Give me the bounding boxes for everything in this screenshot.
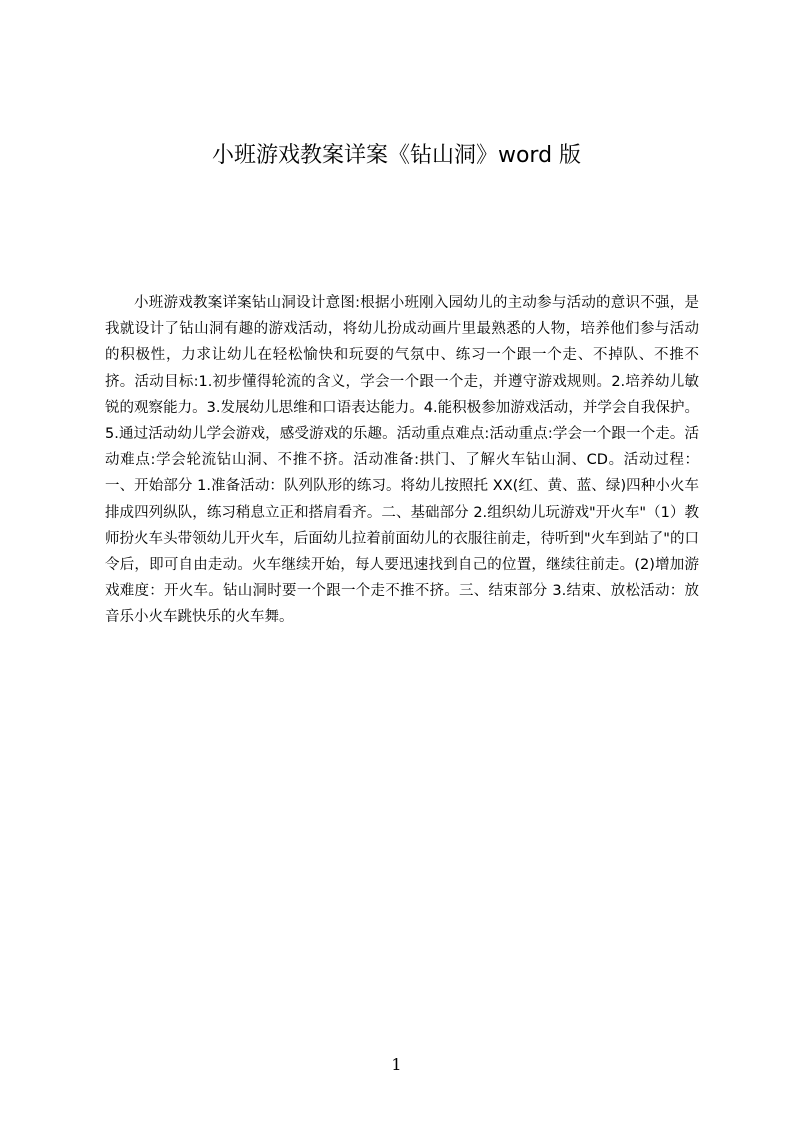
document-body-paragraph: 小班游戏教案详案钻山洞设计意图:根据小班刚入园幼儿的主动参与活动的意识不强，是我就设计了钻山洞有趣的游戏活动，将幼儿扮成动画片里最熟悉的人物，培养他们参与活动的积极性，力求让幼儿在轻松愉快和玩耍的气氛中、练习一个跟一个走、不掉队、不推不挤。活动目标:1.初步懂得轮流的含义，学会一个跟一个走，并遵守游戏规则。2.培养幼儿敏锐的观察能力。3.发展幼儿思维和口语表达能力。4.能积极参加游戏活动，并学会自我保护。5.通过活动幼儿学会游戏，感受游戏的乐趣。活动重点难点:活动重点:学会一个跟一个走。活动难点:学会轮流钻山洞、不推不挤。活动准备:拱门、了解火车钻山洞、CD。活动过程：一、开始部分 1.准备活动：队列队形的练习。将幼儿按照托 XX(红、黄、蓝、绿)四种小火车排成四列纵队，练习稍息立正和搭肩看齐。二、基础部分 2.组织幼儿玩游戏"开火车"（1）教师扮火车头带领幼儿开火车，后面幼儿拉着前面幼儿的衣服往前走，待听到"火车到站了"的口令后，即可自由走动。火车继续开始，每人要迅速找到自己的位置，继续往前走。(2)增加游戏难度：开火车。钻山洞时要一个跟一个走不推不挤。三、结束部分 3.结束、放松活动：放音乐小火车跳快乐的火车舞。: [105, 295, 699, 626]
page-number: 1: [391, 1055, 402, 1074]
document-title: 小班游戏教案详案《钻山洞》word 版: [211, 143, 582, 168]
